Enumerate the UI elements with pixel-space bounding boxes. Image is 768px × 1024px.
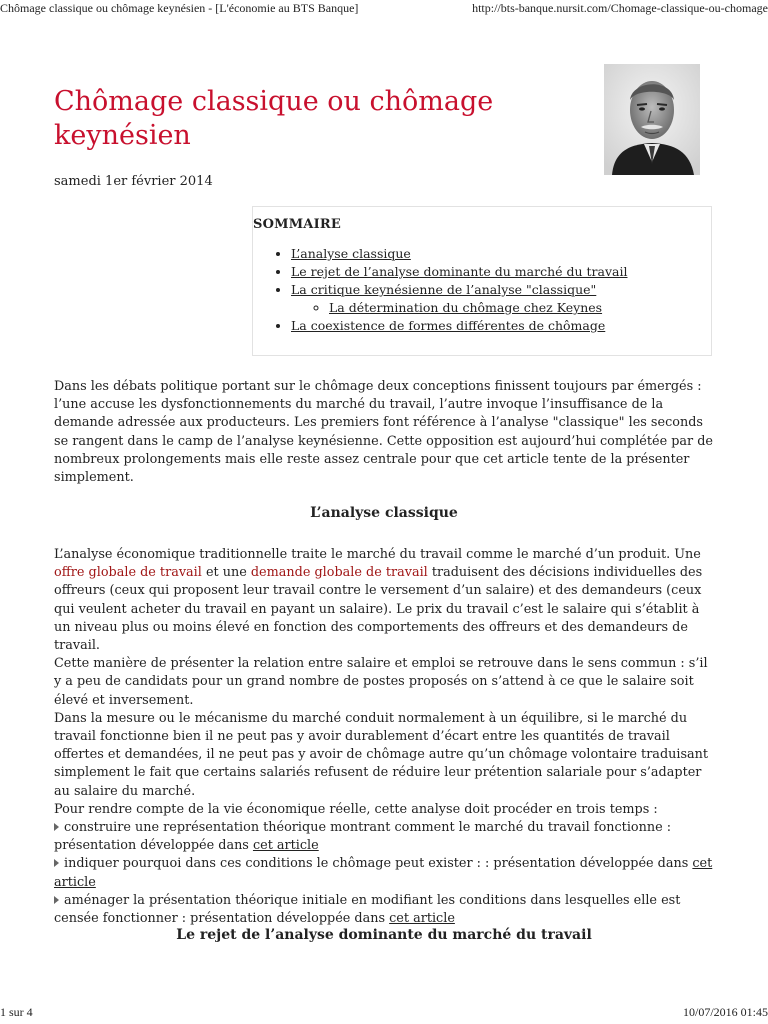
table-of-contents [252,206,712,356]
bullet-arrow-icon [54,896,59,904]
bullet-2-link[interactable]: cet article [54,856,713,890]
portrait-photo-icon [604,64,700,175]
section1-body [54,546,714,928]
section1-p4: Pour rendre compte de la vie économique réelle, cette analyse doit procéder en trois temps : [54,801,658,817]
bullet-2-text: indiquer pourquoi dans ces conditions le chômage peut exister : : présentation développée dans [64,856,693,872]
toc-link-analyse-classique[interactable]: L’analyse classique [291,246,411,261]
section-heading-analyse-classique: L’analyse classique [310,505,458,521]
bullet-3-link[interactable]: cet article [389,911,455,927]
toc-link-critique-keynesienne[interactable]: La critique keynésienne de l’analyse "classique" [291,282,597,297]
toc-link-rejet-analyse[interactable]: Le rejet de l’analyse dominante du marché du travail [291,264,628,279]
bullet-arrow-icon [54,823,59,831]
bullet-3-text: aménager la présentation théorique initiale en modifiant les conditions dans lesquelles elle est censée fonctionner : présentation développée dans [54,892,681,927]
section1-p1-text-a: L’analyse économique traditionnelle traite le marché du travail comme le marché d’un produit. Une [54,547,701,562]
bullet-1-text: construire une représentation théorique montrant comment le marché du travail fonctionne : présentation développée dans [54,820,672,854]
print-footer-datetime: 10/07/2016 01:45 [682,1005,768,1019]
bullet-arrow-icon [54,859,59,867]
intro-paragraph: Dans les débats politique portant sur le chômage deux conceptions finissent toujours par émergés : l’une accuse les dysfonctionnements du marché du travail, l’autre invoque l’insuffisance de la demande adressée aux producteurs. Les premiers font référence à l’analyse "classique" les seconds se rangent dans le camp de l’analyse keynésienne. Cette opposition est aujourd’hui complétée par de nombreux prolongements mais elle reste assez centrale pour que cet article tente de la présenter simplement. [54,379,713,486]
section1-p3: Dans la mesure ou le mécanisme du marché conduit normalement à un équilibre, si le marché du travail fonctionne bien il ne peut pas y avoir durablement d’écart entre les quantités de travail offertes et demandées, il ne peut pas y avoir de chômage autre qu’un chômage volontaire traduisant simplement le fait que certains salariés refusent de réduire leur prétention salariale pour s’adapter au salaire du marché. [54,710,709,799]
bullet-1-link[interactable]: cet article [252,838,319,854]
section-heading-rejet: Le rejet de l’analyse dominante du marché du travail [176,927,592,943]
print-header-title: Chômage classique ou chômage keynésien - [L'économie au BTS Banque] [0,1,359,15]
section1-p1-text-b: et une [201,565,251,581]
section1-p2: Cette manière de présenter la relation entre salaire et emploi se retrouve dans le sens commun : s’il y a peu de candidats pour un grand nombre de postes proposés on s’attend à ce que le salaire soit élevé et inversement. [54,656,708,708]
section1-p1-text-c: traduisent des décisions individuelles des offreurs (ceux qui proposent leur travail contre le versement d’un salaire) et des demandeurs (ceux qui veulent acheter du travail en payant un salaire). Le prix du travail c’est le salaire qui s’établit à un niveau plus ou moins élevé en fonction des comportements des offreurs et des demandeurs de travail. [54,565,703,654]
page-title: Chômage classique ou chômage keynésien [54,86,494,151]
toc-link-determination-keynes[interactable]: La détermination du chômage chez Keynes [329,300,603,315]
publish-date: samedi 1er février 2014 [54,174,213,189]
toc-link-coexistence[interactable]: La coexistence de formes différentes de chômage [291,318,606,333]
toc-title: SOMMAIRE [253,217,341,232]
author-portrait [604,64,700,175]
print-header-url: http://bts-banque.nursit.com/Chomage-classique-ou-chomage [472,1,768,15]
print-footer-page: 1 sur 4 [0,1005,33,1019]
link-demande-globale[interactable]: demande globale de travail [250,565,428,581]
link-offre-globale[interactable]: offre globale de travail [54,565,202,581]
